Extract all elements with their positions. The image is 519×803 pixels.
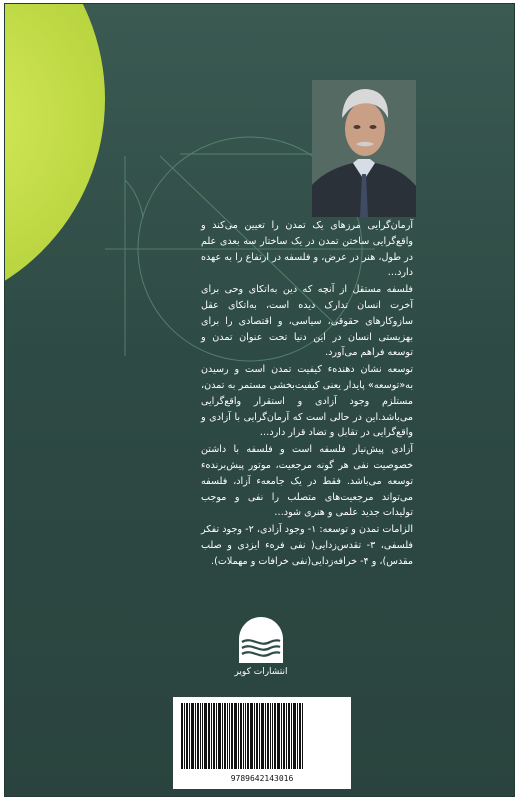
synopsis-text <box>201 218 413 571</box>
isbn-number: 9789642143016 <box>230 774 294 783</box>
paragraph-1: آرمان‌گرایی مرزهای یک تمدن را تعیین می‌کند و واقع‌گرایی ساختن تمدن در یک ساختار سه بعدی علم در طول، هنر در عرض، و فلسفه در ارتفاع را به عهده دارد… <box>201 220 413 279</box>
barcode-bars <box>181 703 343 769</box>
stylized-arch-waves-icon <box>233 615 289 665</box>
paragraph-4: آزادی پیش‌نیاز فلسفه است و فلسفه با داشتن خصوصیت نفی هر گونه مرجعیت، موتور پیش‌برنده‌ء توسعه می‌باشد. فقط در یک جامعه‌ء آزاد، فلسفه می‌تواند مرجعیت‌های متصلب را نفی و موجب تولیدات جدید علمی و هنری شود… <box>201 444 413 519</box>
paragraph-2: فلسفه مستقل از آنچه که دین به‌اتکای وحی برای آخرت انسان تدارک دیده است، به‌اتکای عقل سازوکارهای حقوقی، سیاسی، و اقتصادی را برای بهزیستی انسان در این دنیا تحت عنوان تمدن و توسعه فراهم می‌آورد. <box>201 284 413 359</box>
publisher-logo <box>223 615 299 691</box>
isbn-barcode <box>173 697 351 789</box>
paragraph-3: توسعه نشان دهنده‌ء کیفیت تمدن است و رسیدن به«توسعه» پایدار یعنی کیفیت‌بخشی مستمر به تمدن، مستلزم وجود آزادی و استقرار واقع‌گرایی می‌باشد.این در حالی است که آرمان‌گرایی با آزادی و واقع‌گرایی در تقابل و تضاد قرار دارد… <box>201 364 413 439</box>
back-cover <box>4 3 515 797</box>
paragraph-5: الزامات تمدن و توسعه: ۱- وجود آزادی، ۲- وجود تفکر فلسفی، ۳- تقدس‌زدایی( نفی فره‌ء ایزدی و صلب مقدس)، و ۴- خرافه‌زدایی(نفی خرافات و مهملات). <box>201 524 413 567</box>
author-photo <box>312 80 416 217</box>
publisher-name: انتشارات کویر <box>234 667 288 677</box>
